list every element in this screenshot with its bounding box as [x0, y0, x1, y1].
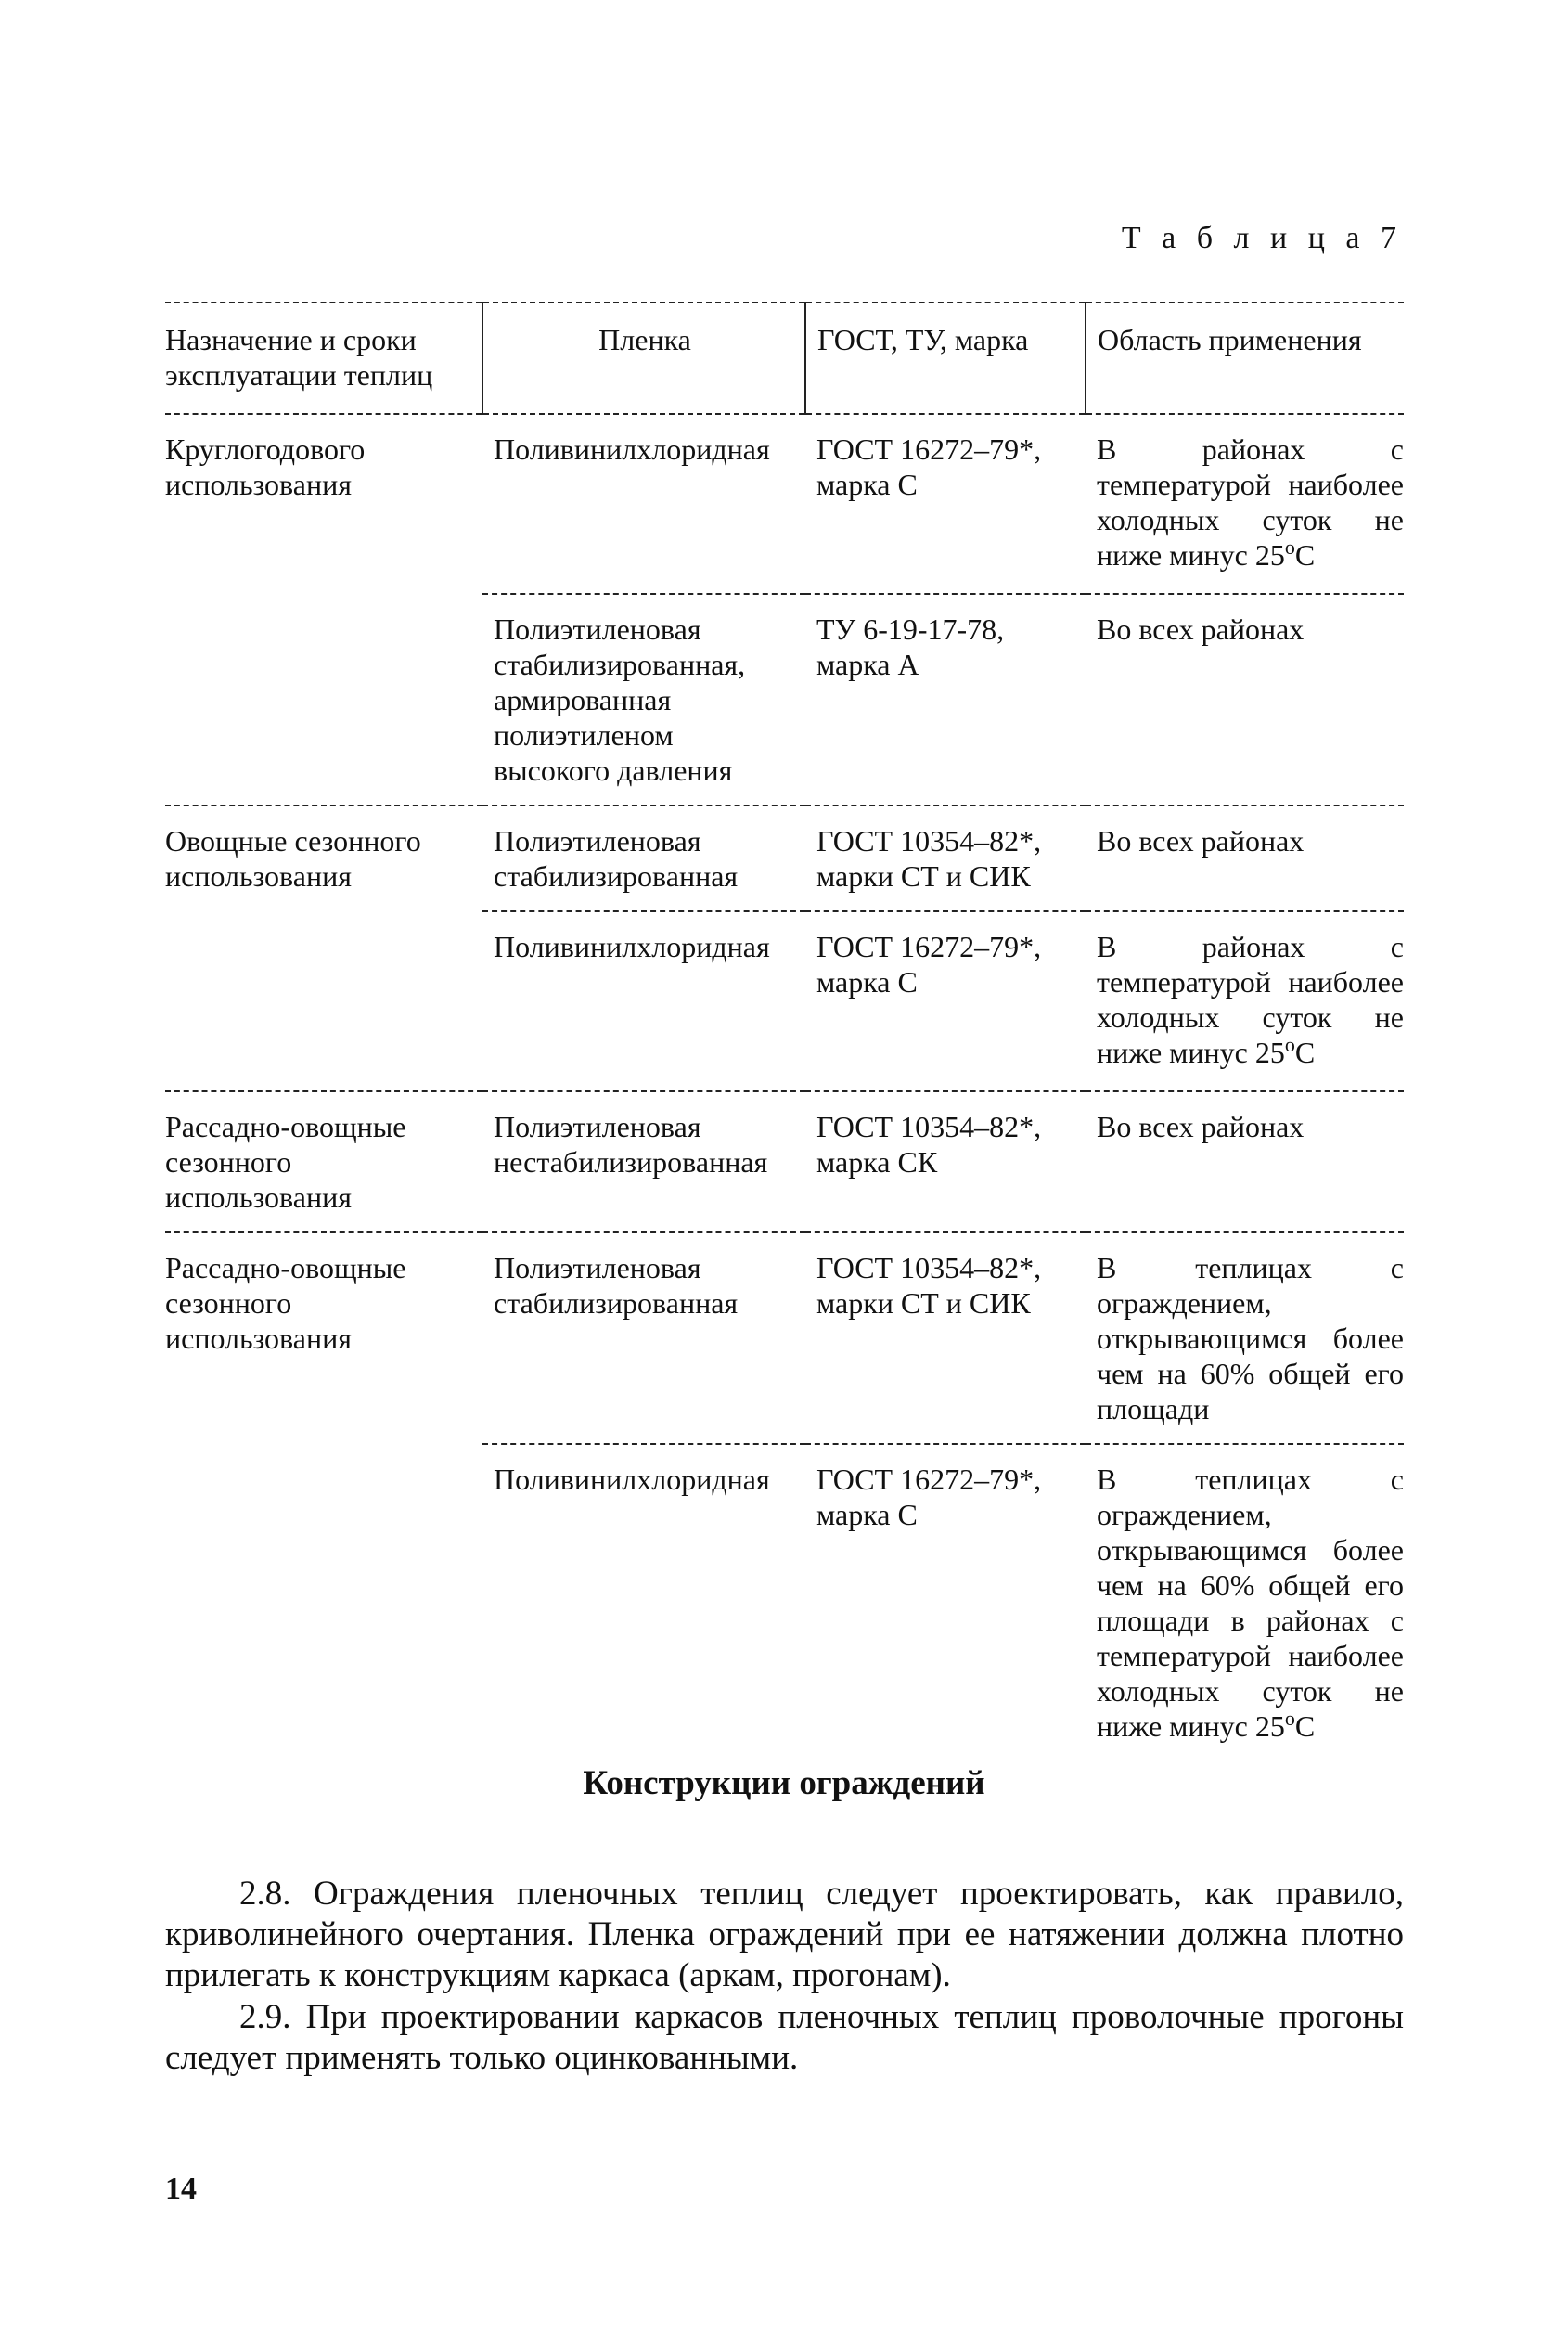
purpose-cell: Овощные сезонного использования — [165, 806, 482, 1091]
area-cell: В теплицах с ограждением, открывающимся более чем на 60% общей его площади — [1086, 1232, 1404, 1444]
paragraph-2-8: 2.8. Ограждения пленочных теплиц следует проектировать, как правило, криволинейного очертания. Пленка ограждений при ее натяжении должна плотно прилегать к конструкциям каркаса (аркам, прогонам). — [165, 1875, 1404, 1994]
area-cell — [1086, 1444, 1404, 1764]
table-row — [165, 1232, 1404, 1444]
gost-cell: ТУ 6-19-17-78, марка А — [805, 594, 1086, 806]
purpose-cell: Рассадно-овощные сезонного использования — [165, 1091, 482, 1232]
area-unit: С — [1294, 1709, 1316, 1743]
section-title: Конструкции ограждений — [583, 1764, 985, 1802]
table-header-row — [165, 303, 1404, 414]
area-cell: Во всех районах — [1086, 1091, 1404, 1232]
purpose-cell: Рассадно-овощные сезонного использования — [165, 1232, 482, 1764]
area-text: В теплицах с ограждением, открывающимся более чем на 60% общей его площади в районах с температурой наиболее холодных суток не ниже минус 25 — [1097, 1463, 1404, 1743]
table-row — [165, 414, 1404, 594]
gost-cell: ГОСТ 16272–79*, марка С — [805, 911, 1086, 1091]
degree-sign: o — [1284, 1707, 1295, 1730]
area-cell — [1086, 911, 1404, 1091]
gost-cell: ГОСТ 10354–82*, марки СТ и СИК — [805, 1232, 1086, 1444]
area-cell — [1086, 414, 1404, 594]
area-unit: С — [1294, 1036, 1316, 1069]
gost-cell: ГОСТ 16272–79*, марка С — [816, 432, 1042, 501]
area-text: В районах с температурой наиболее холодных суток не ниже минус 25 — [1097, 432, 1404, 572]
header-film: Пленка — [482, 303, 805, 414]
table-row — [165, 1091, 1404, 1232]
header-area: Область применения — [1086, 303, 1404, 414]
gost-cell: ГОСТ 10354–82*, марки СТ и СИК — [805, 806, 1086, 911]
degree-sign: o — [1284, 1033, 1295, 1056]
area-cell: Во всех районах — [1086, 806, 1404, 911]
area-cell: Во всех районах — [1086, 594, 1404, 806]
film-cell: Полиэтиленовая нестабилизированная — [482, 1091, 805, 1232]
film-spec-table — [165, 302, 1404, 1764]
table-caption: Т а б л и ц а 7 — [1121, 221, 1403, 255]
table-row — [165, 806, 1404, 911]
gost-cell: ГОСТ 10354–82*, марка СК — [805, 1091, 1086, 1232]
film-cell: Поливинилхлоридная — [482, 1444, 805, 1764]
area-unit: С — [1294, 538, 1316, 572]
page-number: 14 — [165, 2172, 197, 2206]
header-purpose: Назначение и сроки эксплуатации теплиц — [165, 303, 482, 414]
purpose-cell: Круглогодового использования — [165, 432, 366, 501]
area-text: В районах с температурой наиболее холодных суток не ниже минус 25 — [1097, 930, 1404, 1069]
film-cell: Полиэтиленовая стабилизированная, армированная полиэтиленом высокого давления — [482, 594, 805, 806]
header-gost: ГОСТ, ТУ, марка — [805, 303, 1086, 414]
paragraph-2-9: 2.9. При проектировании каркасов пленочных теплиц проволочные прогоны следует применять только оцинкованными. — [165, 1998, 1404, 2077]
film-cell: Полиэтиленовая стабилизированная — [482, 806, 805, 911]
film-cell: Поливинилхлоридная — [494, 432, 770, 466]
film-cell: Полиэтиленовая стабилизированная — [482, 1232, 805, 1444]
degree-sign: o — [1284, 535, 1295, 559]
film-cell: Поливинилхлоридная — [482, 911, 805, 1091]
gost-cell: ГОСТ 16272–79*, марка С — [805, 1444, 1086, 1764]
